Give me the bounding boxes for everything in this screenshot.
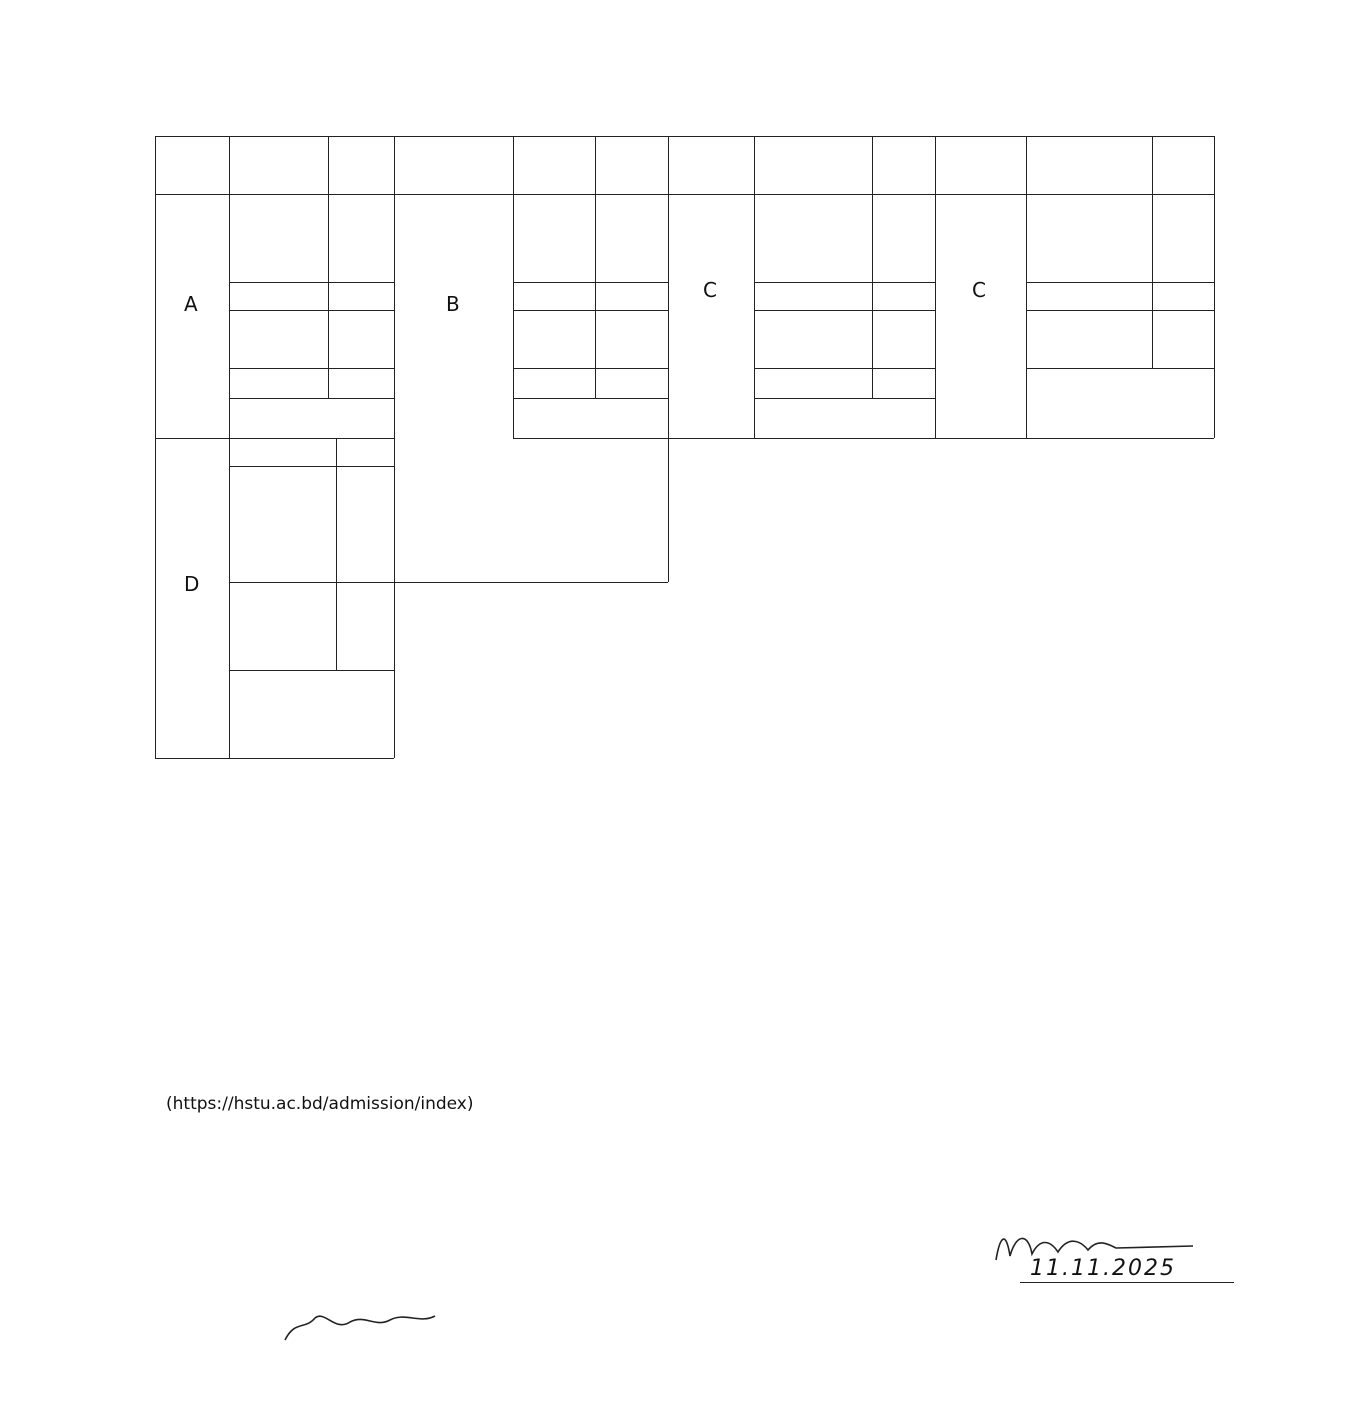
instruction-uma-2: (https://hstu.ac.bd/admission/index): [166, 1094, 474, 1114]
unit-d-label: D: [184, 572, 200, 596]
unit-b-label: B: [446, 292, 460, 316]
unit-c-science-label: C: [972, 278, 986, 302]
unit-c-business-label: C: [703, 278, 717, 302]
unit-a-label: A: [184, 292, 198, 316]
left-signature-icon: [280, 1300, 440, 1350]
signature-date: 11.11.2025: [1030, 1256, 1176, 1281]
